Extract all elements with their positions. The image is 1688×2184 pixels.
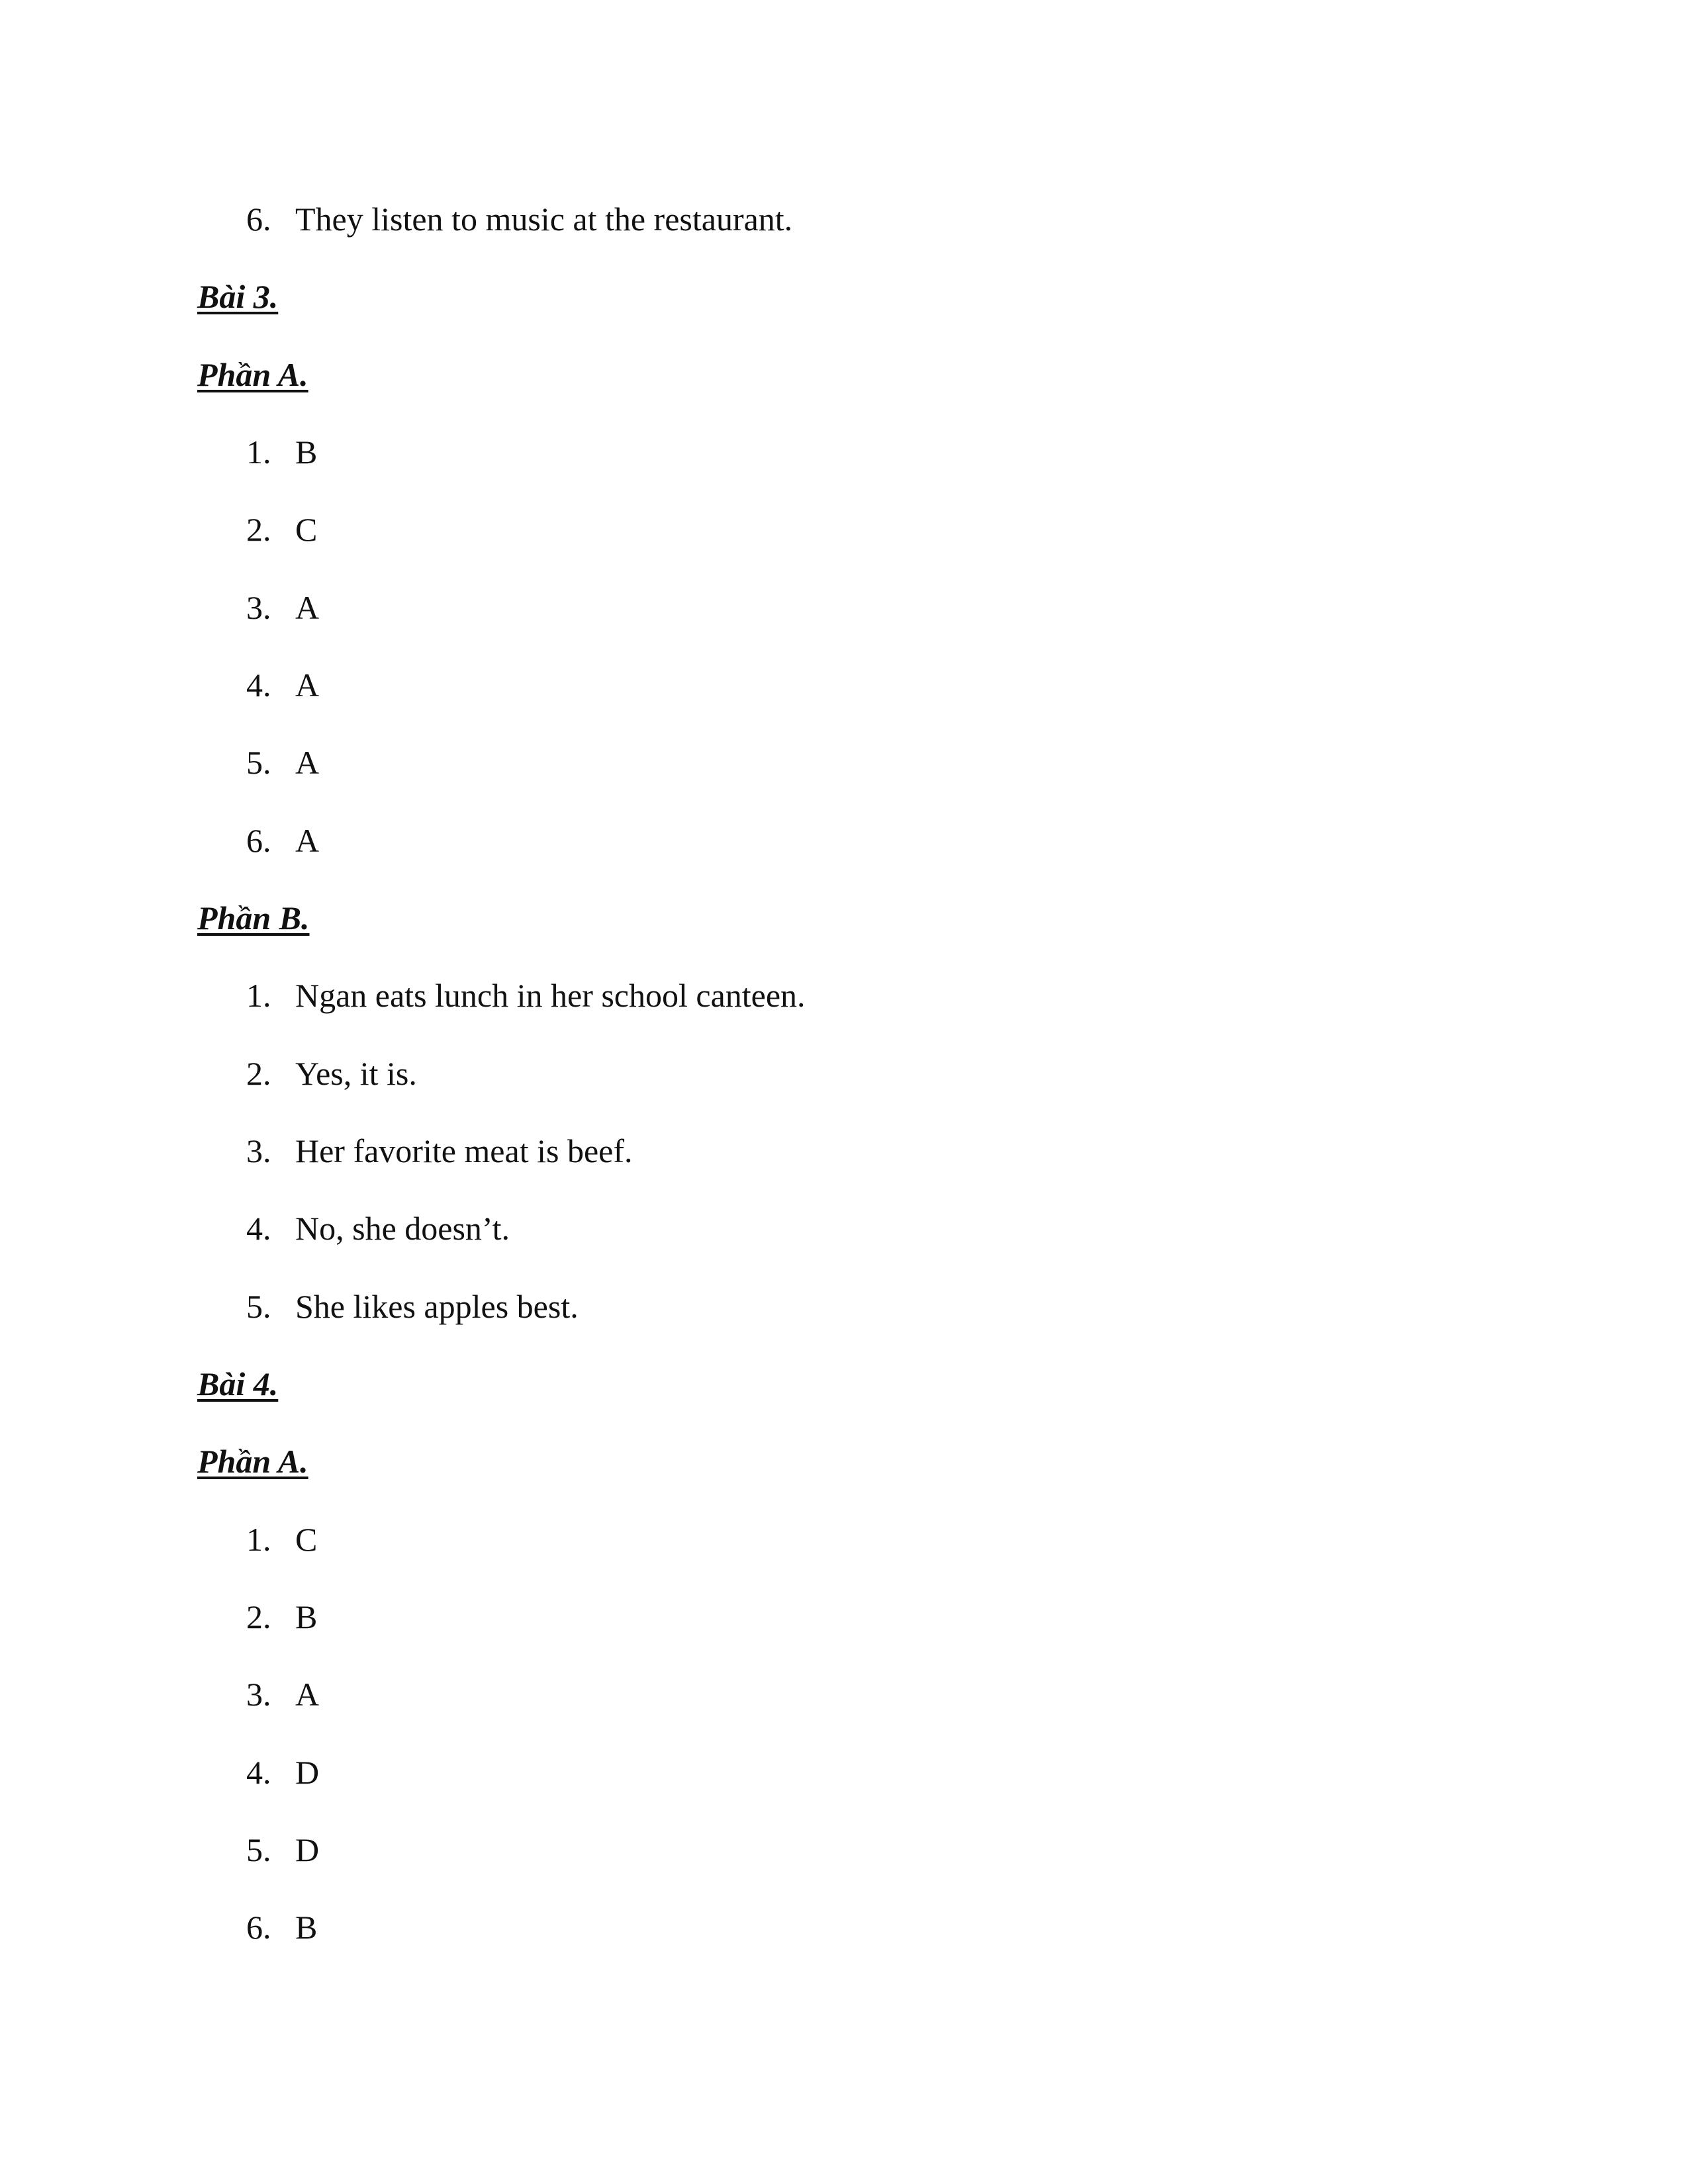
list-item [0,1830,1688,1870]
list-item [0,199,1688,239]
item-number: 5. [246,744,271,781]
item-answer: A [295,589,320,626]
item-number: 2. [246,511,271,548]
item-text: She likes apples best. [295,1288,579,1325]
item-number: 3. [246,1132,271,1169]
item-answer: A [295,744,320,781]
item-number: 1. [246,977,271,1014]
list-item [0,510,1688,549]
list-item [0,1674,1688,1714]
item-text: Yes, it is. [295,1055,417,1092]
item-number: 6. [246,822,271,859]
item-number: 2. [246,1055,271,1092]
item-number: 3. [246,589,271,626]
item-text: Her favorite meat is beef. [295,1132,633,1169]
item-answer: C [295,511,318,548]
item-text: Ngan eats lunch in her school canteen. [295,977,806,1014]
item-number: 1. [246,433,271,471]
part-heading-phan-b: Phần B. [197,899,310,936]
item-answer: B [295,433,318,471]
item-answer: D [295,1831,320,1868]
item-answer: B [295,1909,318,1946]
list-item [0,588,1688,627]
item-number: 1. [246,1521,271,1558]
list-item [0,1287,1688,1326]
list-item [0,665,1688,705]
list-item [0,821,1688,860]
list-item [0,1520,1688,1559]
item-text: They listen to music at the restaurant. [295,201,793,238]
item-number: 4. [246,1210,271,1247]
item-number: 6. [246,1909,271,1946]
list-item [0,1752,1688,1792]
item-number: 4. [246,666,271,704]
item-text: No, she doesn’t. [295,1210,510,1247]
list-item [0,1208,1688,1248]
item-answer: A [295,1676,320,1713]
item-number: 4. [246,1754,271,1791]
item-answer: C [295,1521,318,1558]
item-number: 5. [246,1288,271,1325]
part-heading-phan-a: Phần A. [197,1443,308,1480]
item-number: 5. [246,1831,271,1868]
item-number: 2. [246,1598,271,1635]
section-heading-bai-4: Bài 4. [197,1365,279,1402]
list-item [0,432,1688,472]
list-item [0,976,1688,1015]
part-heading-phan-a: Phần A. [197,356,308,393]
item-number: 3. [246,1676,271,1713]
section-heading-bai-3: Bài 3. [197,278,279,315]
item-answer: A [295,822,320,859]
item-answer: D [295,1754,320,1791]
list-item [0,1054,1688,1093]
item-number: 6. [246,201,271,238]
item-answer: B [295,1598,318,1635]
list-item [0,1907,1688,1947]
list-item [0,1597,1688,1637]
item-answer: A [295,666,320,704]
list-item [0,1131,1688,1171]
list-item [0,743,1688,782]
